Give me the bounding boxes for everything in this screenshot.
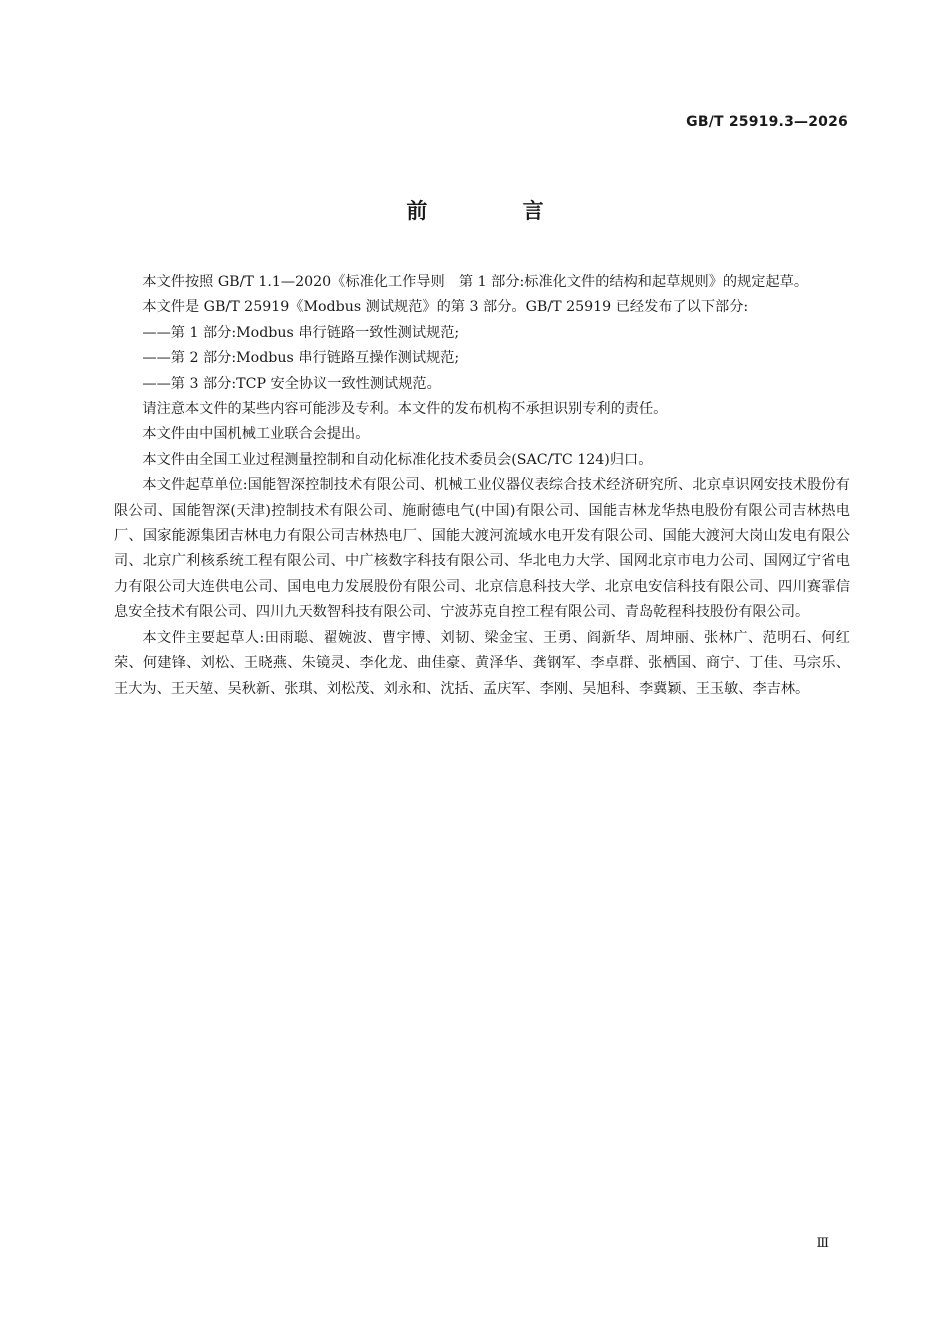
page-number: Ⅲ (816, 1236, 829, 1251)
paragraph-drafting-units: 本文件起草单位:国能智深控制技术有限公司、机械工业仪器仪表综合技术经济研究所、北京卓识网安技术股份有限公司、国能智深(天津)控制技术有限公司、施耐德电气(中国)有限公司、国能吉林龙华热电股份有限公司吉林热电厂、国家能源集团吉林电力有限公司吉林热电厂、国能大渡河流域水电开发有限公司、国能大渡河大岗山发电有限公司、北京广利核系统工程有限公司、中广核数字科技有限公司、华北电力大学、国网北京市电力公司、国网辽宁省电力有限公司大连供电公司、国电电力发展股份有限公司、北京信息科技大学、北京电安信科技有限公司、四川赛霏信息安全技术有限公司、四川九天数智科技有限公司、宁波苏克自控工程有限公司、青岛乾程科技股份有限公司。 (114, 477, 850, 621)
foreword-body (114, 270, 850, 702)
paragraph-proposer: 本文件由中国机械工业联合会提出。 (142, 426, 370, 443)
paragraph-drafting-rules: 本文件按照 GB/T 1.1—2020《标准化工作导则 第 1 部分:标准化文件的结构和起草规则》的规定起草。 (142, 274, 809, 290)
list-item-part-3: ——第 3 部分:TCP 安全协议一致性测试规范。 (142, 375, 441, 392)
paragraph-series-intro: 本文件是 GB/T 25919《Modbus 测试规范》的第 3 部分。GB/T 25919 已经发布了以下部分: (142, 299, 749, 316)
list-item-part-2: ——第 2 部分:Modbus 串行链路互操作测试规范; (142, 350, 460, 367)
standard-code: GB/T 25919.3—2026 (686, 114, 848, 130)
paragraph-patent-notice: 请注意本文件的某些内容可能涉及专利。本文件的发布机构不承担识别专利的责任。 (142, 401, 668, 418)
page-title: 前 言 (406, 199, 588, 223)
paragraph-drafters: 本文件主要起草人:田雨聪、翟婉波、曹宇博、刘韧、梁金宝、王勇、阎新华、周坤丽、张林广、范明石、何红荣、何建锋、刘松、王晓燕、朱镜灵、李化龙、曲佳豪、黄泽华、龚钢军、李卓群、张栖国、商宁、丁佳、马宗乐、王大为、王天堃、吴秋新、张琪、刘松茂、刘永和、沈括、孟庆军、李刚、吴旭科、李冀颖、王玉敏、李吉林。 (114, 629, 850, 697)
paragraph-committee: 本文件由全国工业过程测量控制和自动化标准化技术委员会(SAC/TC 124)归口。 (142, 451, 653, 468)
list-item-part-1: ——第 1 部分:Modbus 串行链路一致性测试规范; (142, 324, 460, 341)
